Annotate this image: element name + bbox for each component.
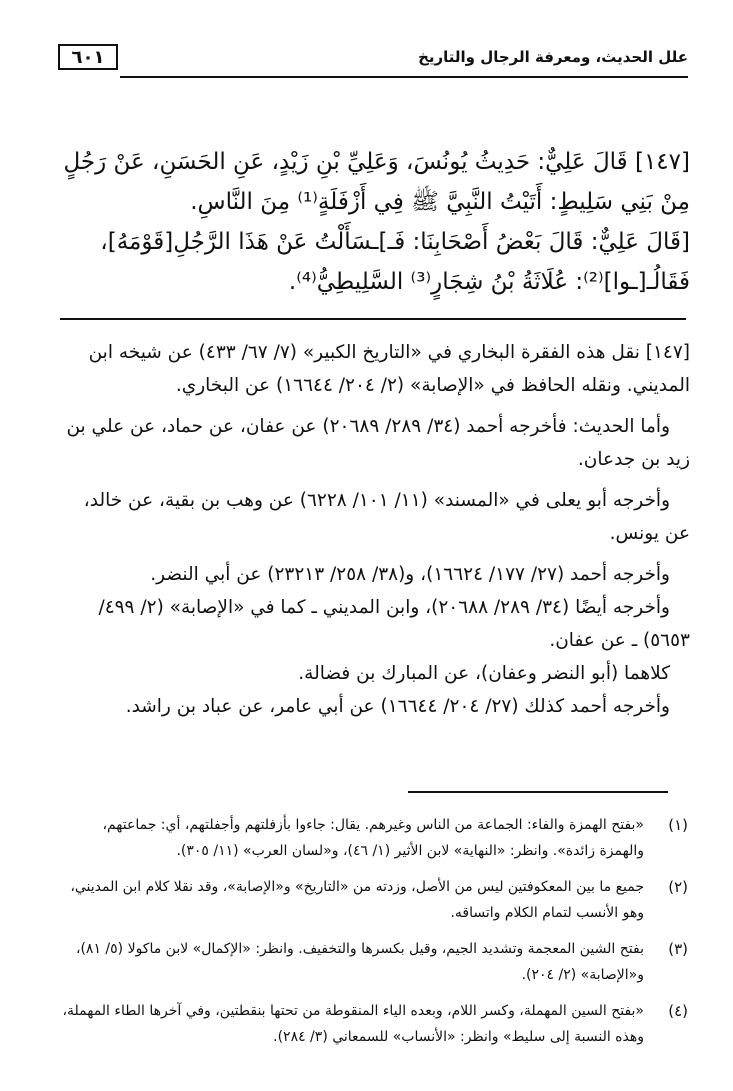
- page-number: ٦٠١: [58, 44, 118, 70]
- commentary-paragraph: وأخرجه أيضًا (٣٤/ ٢٨٩/ ٢٠٦٨٨)، وابن المديني ـ كما في «الإصابة» (٢/ ٤٩٩/ ٥٦٥٣) ـ عن عفان.: [98, 597, 690, 651]
- footnote: [60, 812, 688, 864]
- commentary-paragraph: [١٤٧] نقل هذه الفقرة البخاري في «التاريخ الكبير» (٧/ ٦٧/ ٤٣٣) عن شيخه ابن المديني. ونقله الحافظ في «الإصابة» (٢/ ٢٠٤/ ١٦٦٤٤) عن البخاري.: [88, 342, 690, 396]
- footnote-text: «بفتح السين المهملة، وكسر اللام، وبعده الياء المنقوطة من تحتها بنقطتين، وفي آخرها الطاء المهملة، وهذه النسبة إلى سليط» وانظر: «الأنساب» للسمعاني (٣/ ٢٨٤).: [62, 1003, 644, 1045]
- commentary-paragraph: وأخرجه أحمد كذلك (٢٧/ ٢٠٤/ ١٦٦٤٤) عن أبي عامر، عن عباد بن راشد.: [125, 696, 670, 717]
- footnote-number: (٢): [668, 878, 688, 896]
- footnote: [60, 998, 688, 1050]
- main-paragraph: [١٤٧] قَالَ عَلِيٌّ: حَدِيثُ يُونُسَ، وَعَلِيِّ بْنِ زَيْدٍ، عَنِ الحَسَنِ، عَنْ رَجُلٍ مِنْ بَنِي سَلِيطٍ: أَتَيْتُ النَّبِيَّ ﷺ فِي أَزْفَلَةٍ⁽¹⁾ مِنَ النَّاسِ.: [63, 149, 690, 215]
- footnote-divider: [408, 791, 668, 793]
- running-title: علل الحديث، ومعرفة الرجال والتاريخ: [418, 48, 688, 66]
- footnote-number: (٣): [668, 940, 688, 958]
- header-divider: [120, 76, 688, 78]
- footnote-text: بفتح الشين المعجمة وتشديد الجيم، وقيل بكسرها والتخفيف. وانظر: «الإكمال» لابن ماكولا (٥/ ٨١)، و«الإصابة» (٢/ ٢٠٤).: [75, 941, 644, 983]
- commentary-paragraph: وأخرجه أبو يعلى في «المسند» (١١/ ١٠١/ ٦٢٢٨) عن وهب بن بقية، عن خالد، عن يونس.: [83, 490, 690, 544]
- main-paragraph: [قَالَ عَلِيٌّ: قَالَ بَعْضُ أَصْحَابِنَا: فَـ]ـسَأَلْتُ عَنْ هَذَا الرَّجُلِ[قَوْمَهُ]، فَقَالُـ[ـوا]⁽²⁾: عُلَاثَةُ بْنُ شِجَارٍ⁽³⁾ السَّلِيطِيُّ⁽⁴⁾.: [100, 229, 690, 295]
- footnote-number: (١): [668, 816, 688, 834]
- footnote-text: جميع ما بين المعكوفتين ليس من الأصل، وزدته من «التاريخ» و«الإصابة»، وقد نقلا كلام ابن المديني، وهو الأنسب لتمام الكلام واتساقه.: [70, 879, 644, 921]
- footnote: [60, 936, 688, 988]
- commentary-paragraph: وأما الحديث: فأخرجه أحمد (٣٤/ ٢٨٩/ ٢٠٦٨٩) عن عفان، عن حماد، عن علي بن زيد بن جدعان.: [66, 416, 690, 470]
- commentary-paragraph: وأخرجه أحمد (٢٧/ ١٧٧/ ١٦٦٢٤)، و(٣٨/ ٢٥٨/ ٢٣٢١٣) عن أبي النضر.: [150, 564, 670, 585]
- page-header: [58, 40, 688, 80]
- commentary-paragraph: كلاهما (أبو النضر وعفان)، عن المبارك بن فضالة.: [298, 663, 670, 684]
- section-divider: [60, 318, 686, 320]
- footnote: [60, 874, 688, 926]
- commentary: [58, 336, 690, 731]
- footnote-text: «بفتح الهمزة والفاء: الجماعة من الناس وغيرهم. يقال: جاءوا بأزفلتهم وأجفلتهم، أي: جماعتهم، والهمزة زائدة». وانظر: «النهاية» لابن الأثير (١/ ٤٦)، و«لسان العرب» (١١/ ٣٠٥).: [102, 817, 644, 859]
- footnote-number: (٤): [668, 1002, 688, 1020]
- main-text: [60, 142, 690, 302]
- footnotes: [60, 812, 688, 1060]
